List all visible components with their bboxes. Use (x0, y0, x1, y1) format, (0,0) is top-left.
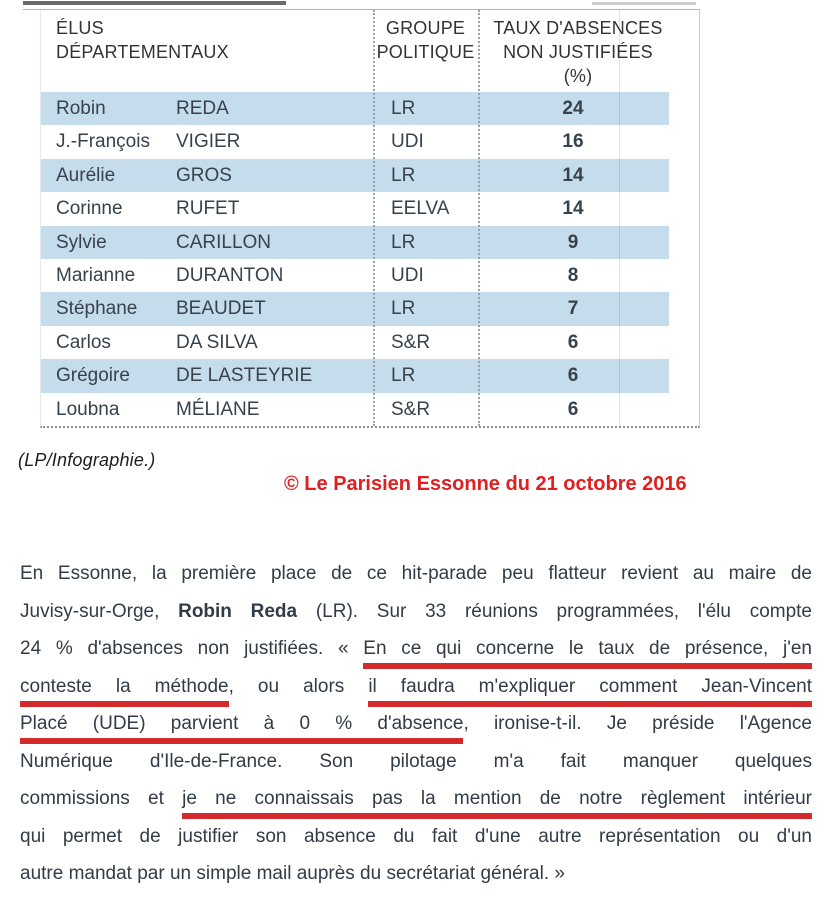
header-groupe-line2: POLITIQUE (376, 42, 475, 62)
header-elus-line2: DÉPARTEMENTAUX (56, 42, 229, 62)
table-row (41, 393, 669, 426)
article-text (20, 555, 812, 893)
article-segment-underlined: conteste la méthode (20, 676, 229, 707)
last-name-cell: VIGIER (176, 131, 241, 153)
last-name-cell: DE LASTEYRIE (176, 365, 313, 387)
first-name-cell: Aurélie (56, 164, 116, 186)
group-cell: S&R (391, 331, 431, 353)
group-cell: EELVA (391, 198, 450, 220)
absence-rate-cell: 6 (567, 365, 579, 387)
article-line (20, 818, 812, 856)
header-taux (478, 16, 678, 88)
scan-artifact-dark (23, 1, 286, 5)
table-row (41, 292, 669, 325)
first-name-cell: Stéphane (56, 298, 138, 320)
absence-rate-cell: 9 (567, 231, 579, 253)
last-name-cell: MÉLIANE (176, 398, 260, 420)
header-elus-line1: ÉLUS (56, 18, 104, 38)
scan-artifact-light (592, 2, 696, 5)
absence-rate-cell: 7 (567, 298, 579, 320)
article-segment-underlined: En ce qui concerne le taux de présence, j'en (363, 638, 812, 669)
table-row (41, 326, 669, 359)
group-cell: UDI (391, 131, 424, 153)
header-taux-line2: NON JUSTIFIÉES (503, 42, 653, 62)
column-separator-dotted (373, 10, 375, 426)
article-segment: En Essonne, la première place de ce hit-parade peu flatteur revient au maire de (20, 563, 812, 584)
article-segment: (LR). Sur 33 réunions programmées, l'élu compte (297, 600, 813, 622)
absence-rate-cell: 6 (567, 331, 579, 353)
absence-rate-cell: 6 (567, 398, 579, 420)
absence-rate-cell: 14 (562, 198, 584, 220)
table-row (41, 159, 669, 192)
article-segment: Numérique d'Ile-de-France. Son pilotage m'a fait manquer quelques (20, 750, 812, 772)
article-line (20, 705, 812, 743)
column-separator-dotted (478, 10, 480, 426)
header-groupe (373, 16, 478, 64)
article-line (20, 780, 812, 818)
group-cell: S&R (391, 398, 431, 420)
article-segment: , ou alors (228, 675, 369, 697)
last-name-cell: DA SILVA (176, 331, 258, 353)
article-segment-underlined: je ne connaissais pas la mention de notre règlement intérieur (182, 788, 812, 819)
article-line (20, 555, 812, 593)
first-name-cell: J.-François (56, 131, 150, 153)
article-segment: qui permet de justifier son absence du fait d'une autre représentation ou d'un (20, 825, 812, 847)
article-segment-underlined: Placé (UDE) parvient à 0 % d'absence (20, 713, 463, 744)
absence-rate-cell: 24 (562, 98, 584, 119)
group-cell: UDI (391, 264, 424, 286)
last-name-cell: GROS (176, 164, 232, 186)
article-line (20, 593, 812, 631)
header-groupe-line1: GROUPE (385, 18, 466, 38)
group-cell: LR (391, 164, 416, 186)
article-line (20, 668, 812, 706)
credits-block (0, 428, 826, 505)
article-line (20, 630, 812, 668)
article-line (20, 743, 812, 781)
header-taux-line3: (%) (563, 66, 593, 86)
article-segment: autre mandat par un simple mail auprès du secrétariat général. » (20, 863, 565, 884)
table-header (41, 10, 699, 92)
article-line (20, 855, 812, 893)
first-name-cell: Grégoire (56, 365, 130, 387)
last-name-cell: BEAUDET (176, 298, 266, 320)
last-name-cell: RUFET (176, 198, 240, 220)
table-row (41, 226, 669, 259)
group-cell: LR (391, 298, 416, 320)
absence-rate-cell: 8 (567, 264, 579, 286)
group-cell: LR (391, 98, 416, 119)
table-row (41, 359, 669, 392)
article-segment-underlined: il faudra m'expliquer comment Jean-Vincent (368, 676, 812, 707)
first-name-cell: Marianne (56, 264, 136, 286)
article-segment-bold: Robin Reda (178, 600, 298, 622)
table-row (41, 92, 669, 125)
article-segment: , ironise-t-il. Je préside l'Agence (463, 713, 812, 734)
last-name-cell: CARILLON (176, 231, 272, 253)
article-segment: 24 % d'absences non justifiées. « (20, 638, 364, 659)
article-segment: commissions et (20, 788, 183, 809)
first-name-cell: Sylvie (56, 231, 107, 253)
table-body (41, 92, 699, 426)
table-row (41, 125, 669, 158)
group-cell: LR (391, 231, 416, 253)
table-row (41, 259, 669, 292)
table-row (41, 192, 669, 225)
group-cell: LR (391, 365, 416, 387)
lp-infographie-credit: (LP/Infographie.) (18, 450, 156, 470)
header-elus (56, 16, 229, 64)
last-name-cell: DURANTON (176, 264, 284, 286)
article-segment: Juvisy-sur-Orge, (20, 600, 179, 622)
absence-rate-cell: 16 (562, 131, 584, 153)
source-credit: © Le Parisien Essonne du 21 octobre 2016 (284, 473, 687, 495)
last-name-cell: REDA (176, 98, 229, 119)
absence-rate-table (40, 10, 700, 428)
scan-artifact-vertical-line (619, 10, 620, 426)
header-taux-line1: TAUX D'ABSENCES (493, 18, 663, 38)
first-name-cell: Loubna (56, 398, 120, 420)
absence-rate-cell: 14 (562, 164, 584, 186)
first-name-cell: Robin (56, 98, 106, 119)
first-name-cell: Carlos (56, 331, 111, 353)
first-name-cell: Corinne (56, 198, 123, 220)
